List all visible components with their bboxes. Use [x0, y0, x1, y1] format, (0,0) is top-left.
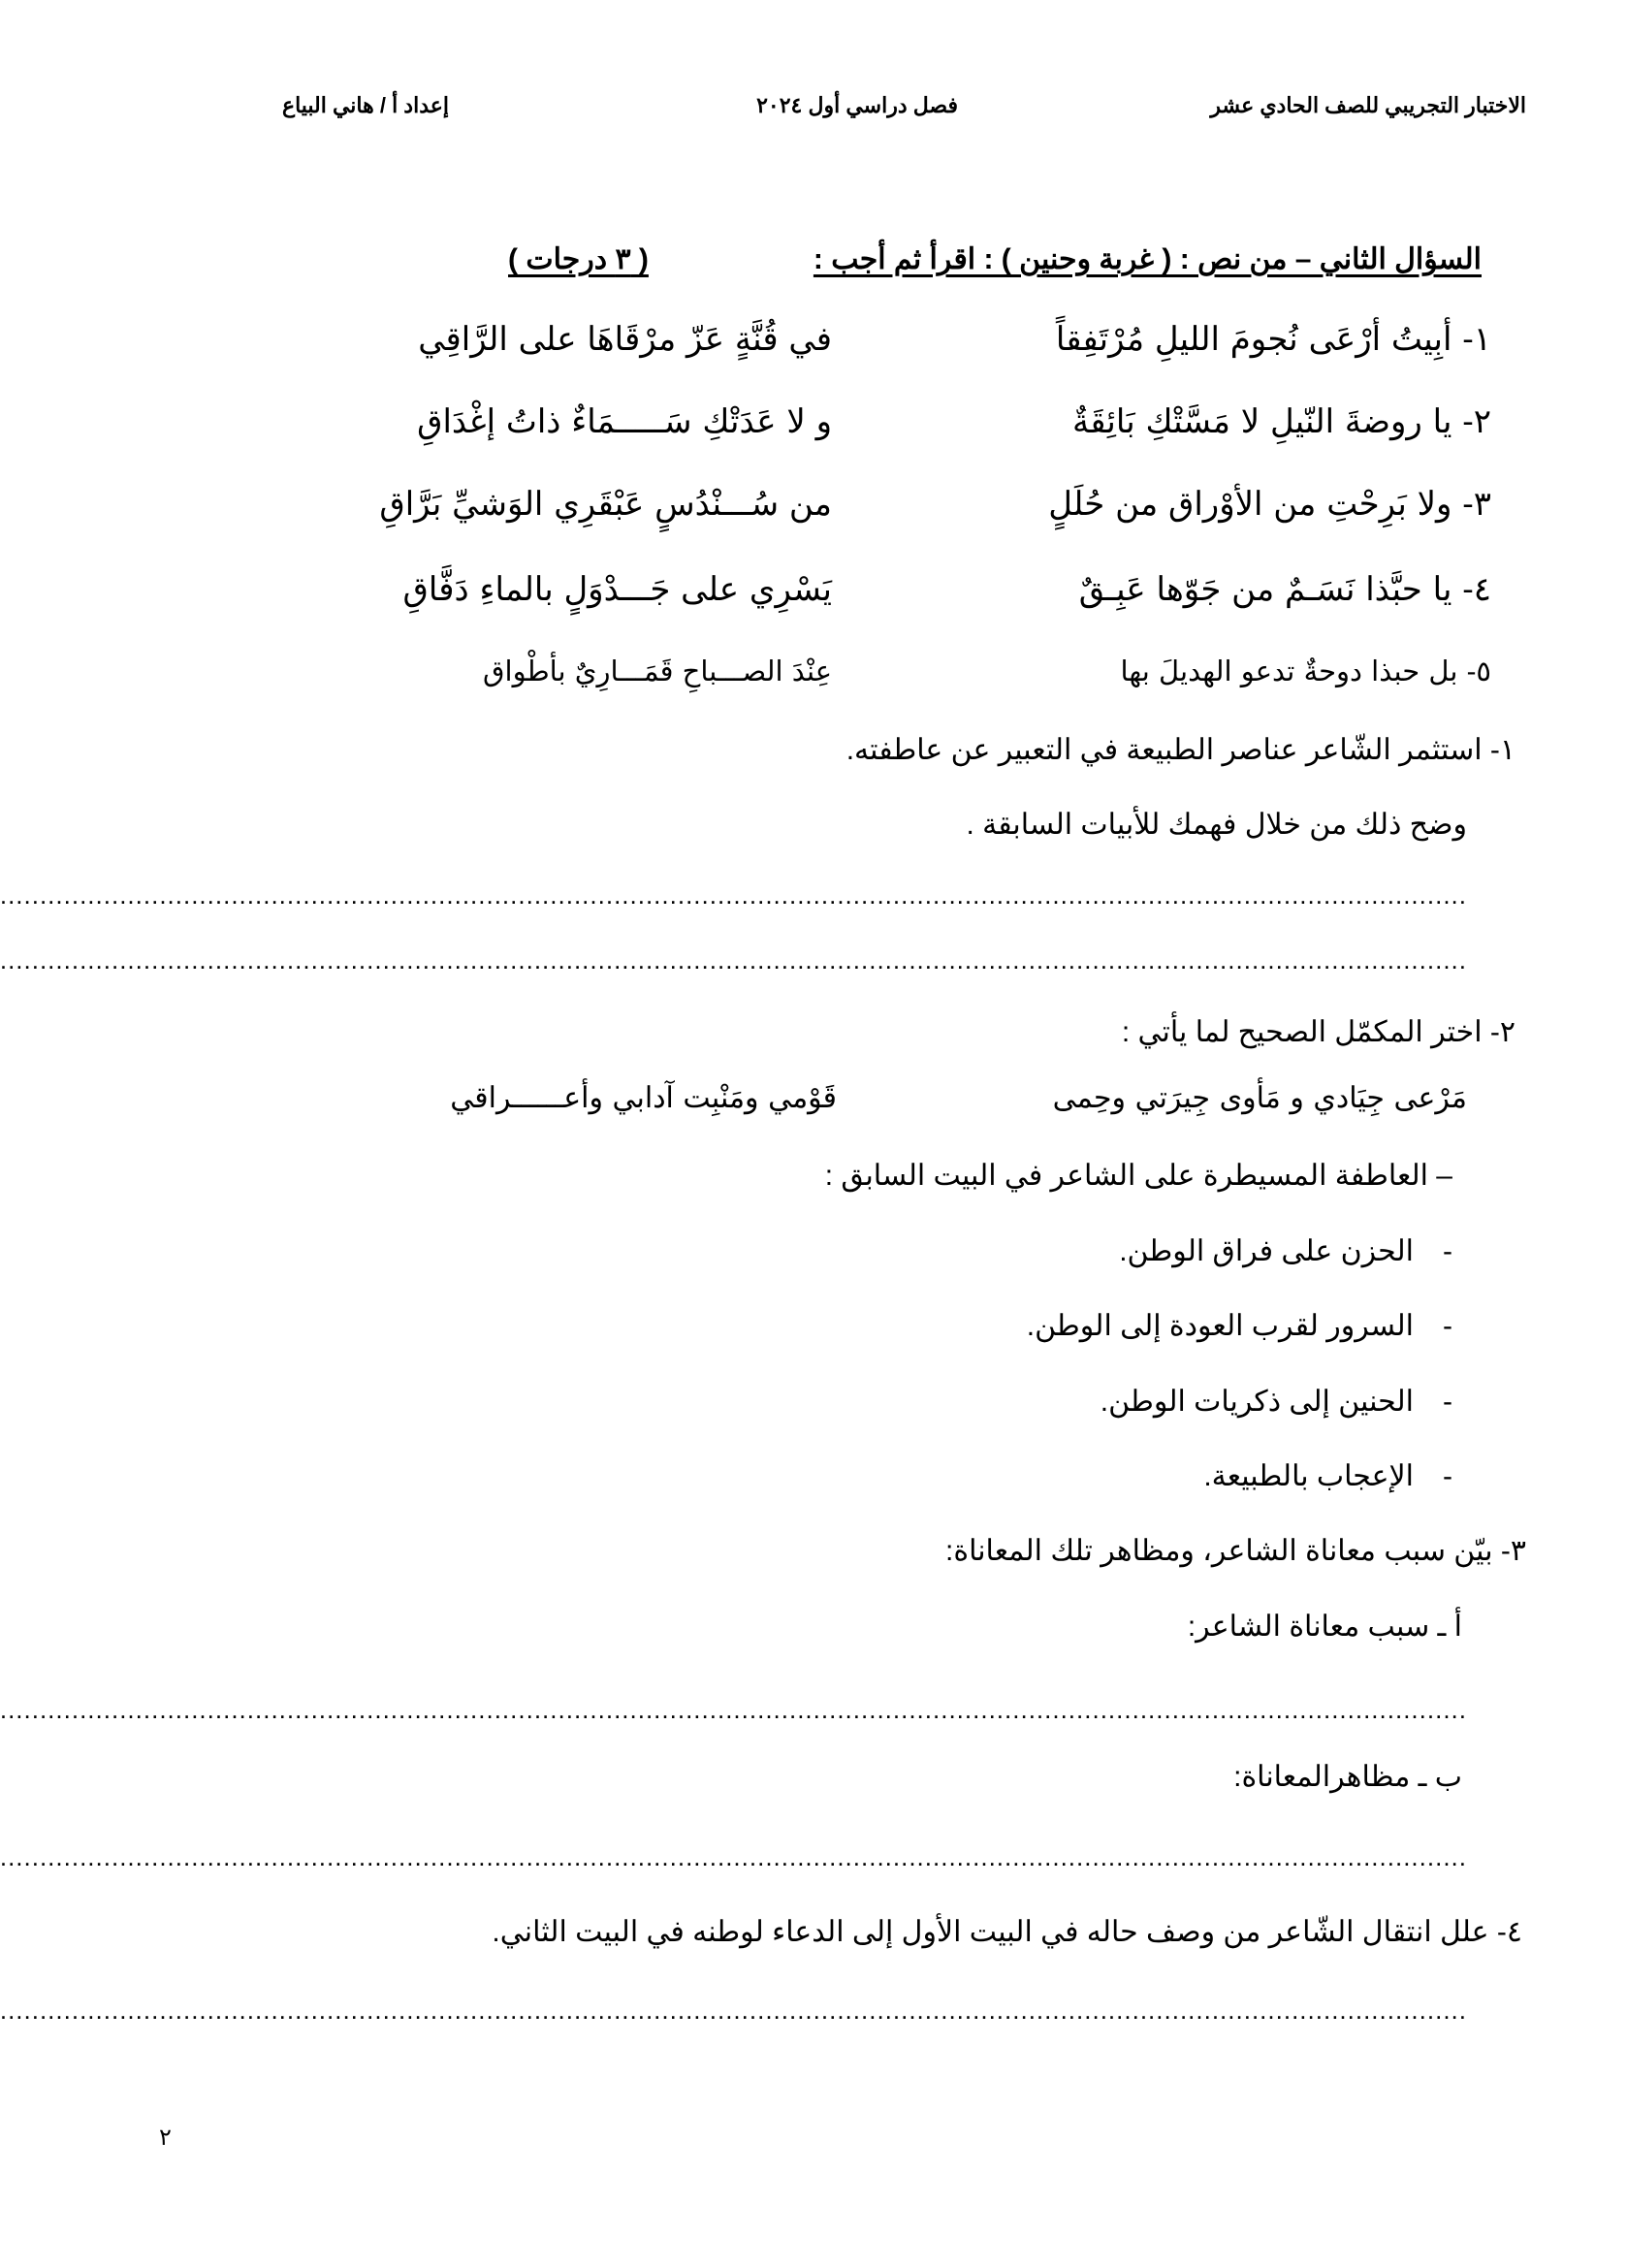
option-2-dash: -	[1443, 1310, 1452, 1342]
option-3[interactable]	[1101, 1385, 1452, 1419]
q3-part-b: ب ـ مظاهرالمعاناة:	[1233, 1761, 1462, 1793]
q2-verse-second: قَوْمي ومَنْبِت آدابي وأعــــــراقي	[450, 1081, 837, 1115]
verse-2-second: و لا عَدَتْكِ سَـــــمَاءٌ ذاتُ إغْدَاقِ	[417, 402, 832, 441]
author-label: إعداد أ / هاني البياع	[281, 93, 449, 117]
verse-3-first: ٣- ولا بَرِحْتِ من الأوْراق من حُلَلٍ	[1048, 485, 1491, 524]
question-marks: ( ٣ درجات )	[508, 243, 649, 275]
verse-4-second: يَسْرِي على جَـــدْوَلٍ بالماءِ دَفَّاقِ	[402, 570, 832, 609]
answer-line-q3-a[interactable]: ........................................................................................................................................................................................	[0, 1695, 1467, 1724]
verse-5-second: عِنْدَ الصـــباحِ قَمَـــارِيٌ بأطْواق	[483, 655, 832, 687]
q2-verse-first: مَرْعى جِيَادي و مَأوى جِيرَتي وحِمى	[1052, 1081, 1467, 1115]
term-label: فصل دراسي أول ٢٠٢٤	[756, 93, 958, 117]
option-4-label: الإعجاب بالطبيعة.	[1203, 1460, 1414, 1492]
q1-subtext: وضح ذلك من خلال فهمك للأبيات السابقة .	[966, 809, 1467, 841]
verse-4-first: ٤- يا حبَّذا نَسَـمٌ من جَوّها عَبِـقٌ	[1078, 570, 1491, 609]
q4-text: ٤- علل انتقال الشّاعر من وصف حاله في البيت الأول إلى الدعاء لوطنه في البيت الثاني.	[492, 1916, 1522, 1948]
verse-2-first: ٢- يا روضةَ النّيلِ لا مَسَّتْكِ بَائِقَةٌ	[1072, 402, 1491, 441]
option-1-label: الحزن على فراق الوطن.	[1119, 1235, 1414, 1267]
question-title	[508, 242, 1482, 276]
q2-prompt: – العاطفة المسيطرة على الشاعر في البيت السابق :	[824, 1160, 1452, 1192]
option-1-dash: -	[1443, 1235, 1452, 1267]
option-1[interactable]	[1119, 1234, 1452, 1268]
exam-title: الاختبار التجريبي للصف الحادي عشر	[1210, 93, 1526, 117]
answer-line-q1-2[interactable]: ........................................................................................................................................................................................	[0, 945, 1467, 974]
option-4-dash: -	[1443, 1460, 1452, 1492]
q2-text: ٢- اختر المكمّل الصحيح لما يأتي :	[1121, 1016, 1515, 1048]
option-3-dash: -	[1443, 1386, 1452, 1418]
option-2[interactable]	[1027, 1309, 1452, 1343]
verse-1-first: ١- أبِيتُ أرْعَى نُجومَ الليلِ مُرْتَفِقاً	[1055, 320, 1491, 359]
q1-text: ١- استثمر الشّاعر عناصر الطبيعة في التعبير عن عاطفته.	[845, 734, 1515, 766]
verse-5-first: ٥- بل حبذا دوحةٌ تدعو الهديلَ بها	[1120, 655, 1491, 687]
option-2-label: السرور لقرب العودة إلى الوطن.	[1026, 1310, 1414, 1342]
verse-1-second: في قُنَّةٍ عَزّ مرْقَاهَا على الرَّاقِي	[418, 320, 832, 359]
option-3-label: الحنين إلى ذكريات الوطن.	[1100, 1386, 1414, 1418]
verse-3-second: من سُـــنْدُسٍ عَبْقَرِي الوَشيِّ بَرَّاقِ	[379, 485, 832, 524]
q3-text: ٣- بيّن سبب معاناة الشاعر، ومظاهر تلك المعاناة:	[945, 1535, 1526, 1567]
answer-line-q4[interactable]: ........................................................................................................................................................................................	[0, 1996, 1467, 2025]
page-number: ٢	[159, 2124, 172, 2151]
answer-line-q1-1[interactable]: ........................................................................................................................................................................................	[0, 880, 1467, 910]
answer-line-q3-b[interactable]: ........................................................................................................................................................................................	[0, 1842, 1467, 1871]
question-title-text: السؤال الثاني – من نص : ( غربة وحنين ) : اقرأ ثم أجب :	[813, 243, 1482, 275]
option-4[interactable]	[1203, 1459, 1452, 1493]
q3-part-a: أ ـ سبب معاناة الشاعر:	[1187, 1611, 1462, 1643]
